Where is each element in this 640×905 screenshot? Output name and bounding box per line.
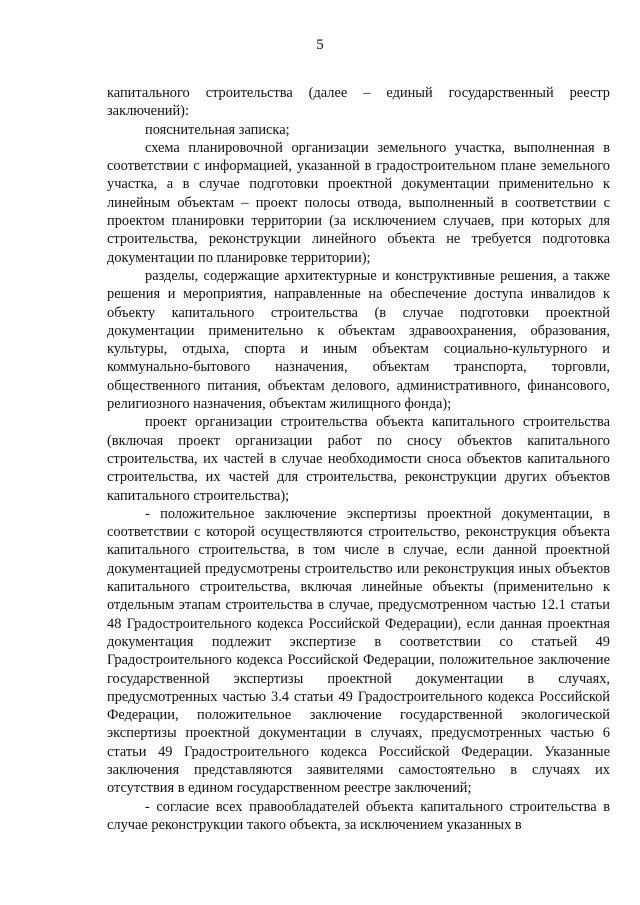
paragraph-owners-consent: - согласие всех правообладателей объекта капитального строительства в случае реконструкции такого объекта, за исключением указанных в — [107, 798, 610, 833]
paragraph-continuation: капитального строительства (далее – единый государственный реестр заключений): — [107, 85, 610, 120]
paragraph-explanatory-note: пояснительная записка; — [145, 121, 290, 138]
paragraph-construction-organization: проект организации строительства объекта капитального строительства (включая проект организации работ по сносу объектов капитального строительства, их частей в случае необходимости сноса объектов капитального строительства, их частей для строительства, реконструкции других объектов капитального строительства); — [107, 414, 610, 504]
paragraph-expertise-conclusion: - положительное заключение экспертизы проектной документации, в соответствии с которой осуществляются строительство, реконструкция объекта капитального строительства, в том числе в случае, если данной проектной документацией предусмотрены строительство или реконструкция иных объектов капитального строительства, включая линейные объекты (применительно к отдельным этапам строительства в случае, предусмотренном частью 12.1 статьи 48 Градостроительного кодекса Российской Федерации), если данная проектная документация подлежит экспертизе в соответствии со статьей 49 Градостроительного кодекса Российской Федерации, положительное заключение государственной экспертизы проектной документации в случаях, предусмотренных частью 3.4 статьи 49 Градостроительного кодекса Российской Федерации, положительное заключение государственной экологической экспертизы проектной документации в случаях, предусмотренных частью 6 статьи 49 Градостроительного кодекса Российской Федерации. Указанные заключения представляются заявителями самостоятельно в случаях их отсутствия в едином государственном реестре заключений; — [107, 505, 610, 797]
paragraph-architectural-sections: разделы, содержащие архитектурные и конструктивные решения, а также решения и мероприятия, направленные на обеспечение доступа инвалидов к объекту капитального строительства (в случае подготовки проектной документации применительно к объектам здравоохранения, образования, культуры, отдыха, спорта и иным объектам социально-культурного и коммунально-бытового назначения, объектам транспорта, торговли, общественного питания, объектам делового, административного, финансового, религиозного назначения, объектам жилищного фонда); — [107, 267, 610, 413]
document-body — [107, 84, 610, 834]
page-number: 5 — [316, 37, 324, 53]
paragraph-site-plan-scheme: схема планировочной организации земельного участка, выполненная в соответствии с информацией, указанной в градостроительном плане земельного участка, а в случае подготовки проектной документации применительно к линейным объектам – проект полосы отвода, выполненный в соответствии с проектом планировки территории (за исключением случаев, при которых для строительства, реконструкции линейного объекта не требуется подготовка документации по планировке территории); — [107, 139, 610, 266]
